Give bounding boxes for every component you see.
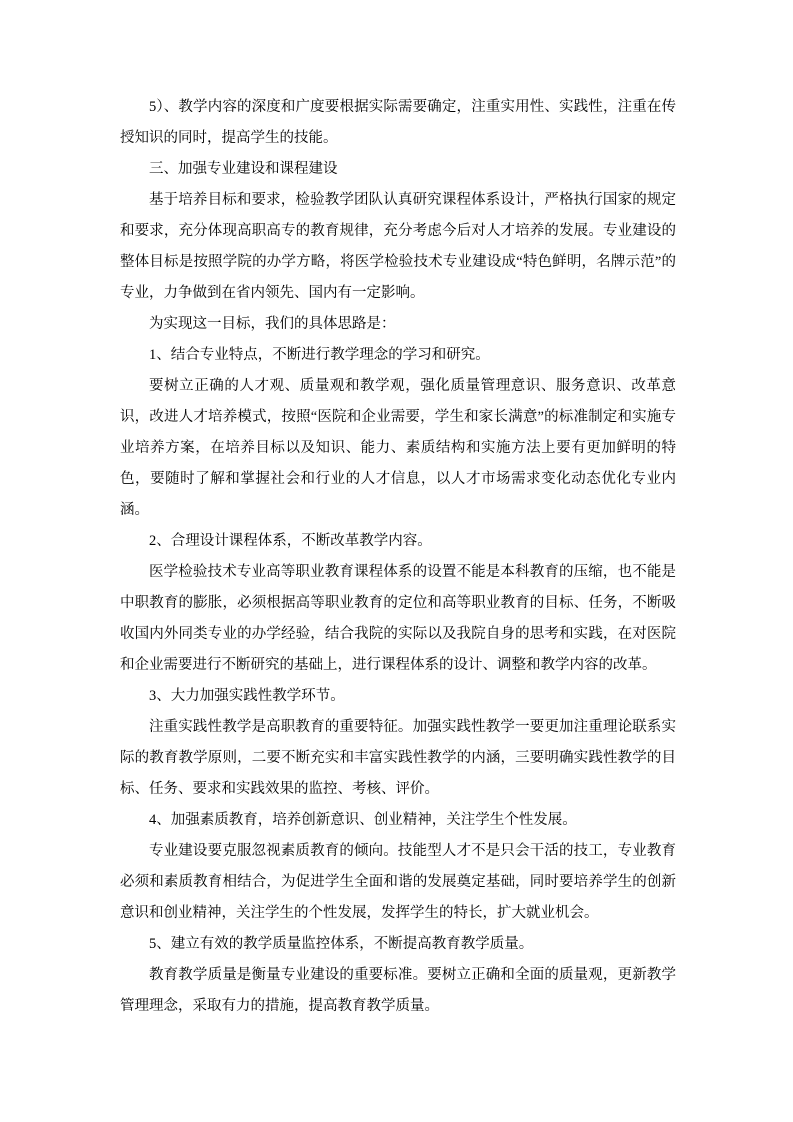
paragraph-point-1-body: 要树立正确的人才观、质量观和教学观，强化质量管理意识、服务意识、改革意识，改进人才培养模式，按照“医院和企业需要，学生和家长满意”的标准制定和实施专业培养方案，在培养目标以及知识、能力、素质结构和实施方法上要有更加鲜明的特色，要随时了解和掌握社会和行业的人才信息，以人才市场需求变化动态优化专业内涵。 <box>120 378 676 518</box>
subheading-point-2: 2、合理设计课程体系，不断改革教学内容。 <box>149 533 432 549</box>
paragraph-overview: 基于培养目标和要求，检验教学团队认真研究课程体系设计，严格执行国家的规定和要求，充分体现高职高专的教育规律，充分考虑今后对人才培养的发展。专业建设的整体目标是按照学院的办学方略，将医学检验技术专业建设成“特色鲜明，名牌示范”的专业，力争做到在省内领先、国内有一定影响。 <box>120 192 676 301</box>
subheading-point-3: 3、大力加强实践性教学环节。 <box>149 688 345 704</box>
subheading-point-4: 4、加强素质教育，培养创新意识、创业精神，关注学生个性发展。 <box>149 812 577 828</box>
subheading-point-1: 1、结合专业特点，不断进行教学理念的学习和研究。 <box>149 347 490 363</box>
paragraph-lead-in: 为实现这一目标，我们的具体思路是： <box>149 316 396 332</box>
list-item-5-continued: 5）、教学内容的深度和广度要根据实际需要确定，注重实用性、实践性，注重在传授知识的同时，提高学生的技能。 <box>120 99 676 146</box>
section-heading-3: 三、加强专业建设和课程建设 <box>149 161 338 177</box>
paragraph-point-5-body: 教育教学质量是衡量专业建设的重要标准。要树立正确和全面的质量观，更新教学管理理念，采取有力的措施，提高教育教学质量。 <box>120 967 676 1014</box>
subheading-point-5: 5、建立有效的教学质量监控体系，不断提高教育教学质量。 <box>149 936 534 952</box>
document-body <box>120 92 676 1022</box>
paragraph-point-4-body: 专业建设要克服忽视素质教育的倾向。技能型人才不是只会干活的技工，专业教育必须和素质教育相结合，为促进学生全面和谐的发展奠定基础，同时要培养学生的创新意识和创业精神，关注学生的个性发展，发挥学生的特长，扩大就业机会。 <box>120 843 676 921</box>
paragraph-point-2-body: 医学检验技术专业高等职业教育课程体系的设置不能是本科教育的压缩，也不能是中职教育的膨胀，必须根据高等职业教育的定位和高等职业教育的目标、任务，不断吸收国内外同类专业的办学经验，结合我院的实际以及我院自身的思考和实践，在对医院和企业需要进行不断研究的基础上，进行课程体系的设计、调整和教学内容的改革。 <box>120 564 676 673</box>
paragraph-point-3-body: 注重实践性教学是高职教育的重要特征。加强实践性教学一要更加注重理论联系实际的教育教学原则，二要不断充实和丰富实践性教学的内涵，三要明确实践性教学的目标、任务、要求和实践效果的监控、考核、评价。 <box>120 719 676 797</box>
